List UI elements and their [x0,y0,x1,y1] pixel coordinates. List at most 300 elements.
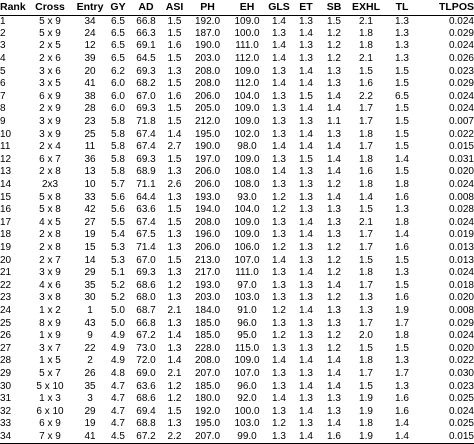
cell-entry: 24 [84,27,96,39]
cell-entry: 39 [84,53,96,65]
cell-entry: 35 [84,380,96,392]
cell-ad: 69.3 [136,103,156,115]
cell-ph: 190.0 [194,40,221,52]
cell-asi: 1.6 [167,40,182,52]
cell-cross: 1 x 5 [39,355,61,367]
table-row [0,267,474,280]
cell-et: 1.3 [299,15,313,27]
column-header-ad: AD [130,0,162,15]
cell-exhl: 1.7 [359,116,373,128]
cell-eh: 112.0 [234,78,260,90]
cell-asi: 1.4 [167,128,182,140]
cell-ph: 192.0 [194,15,221,27]
cell-gy: 6.0 [111,90,125,102]
cell-rank: 21 [0,267,12,279]
cell-tlpos: 0.024 [448,216,474,228]
cell-gy: 4.9 [111,330,125,342]
cell-rank: 33 [0,418,12,430]
cell-sb: 1.2 [327,342,341,354]
cell-tl: 1.3 [395,267,409,279]
cell-ad: 67.0 [136,254,156,266]
cell-asi: 1.4 [167,355,182,367]
cell-entry: 20 [84,65,96,77]
cell-tlpos: 0.031 [448,153,474,165]
cell-cross: 3 x 6 [39,65,61,77]
cell-entry: 1 [87,304,93,316]
cell-exhl: 1.9 [348,431,384,444]
cell-cross: 6 x 9 [39,418,61,430]
cell-ph: 195.0 [194,128,221,140]
cell-sb: 1.4 [327,355,341,367]
cell-sb: 1.3 [327,128,341,140]
cell-rank: 16 [0,204,12,216]
cell-eh: 104.0 [234,204,260,216]
cell-tlpos: 0.023 [448,65,474,77]
table-row [0,103,474,116]
cell-eh: 99.0 [228,431,266,444]
cell-asi: 1.5 [167,78,182,90]
cell-gls: 1.4 [272,53,286,65]
cell-exhl: 1.8 [359,128,373,140]
cell-rank: 9 [0,116,6,128]
cell-cross: 3 x 8 [39,292,61,304]
cell-ad: 67.4 [136,216,156,228]
cell-et: 1.5 [299,90,313,102]
cell-eh: 107.0 [234,367,260,379]
cell-rank: 3 [0,40,6,52]
cell-sb: 1.3 [327,393,341,405]
cell-ad: 63.6 [136,204,156,216]
cell-rank: 28 [0,355,12,367]
cell-asi: 1.3 [167,317,182,329]
cell-ad: 64.5 [136,53,156,65]
cell-eh: 96.0 [237,317,257,329]
cell-cross: 7 x 9 [26,431,74,444]
cell-gy: 5.2 [111,292,125,304]
cell-exhl: 1.8 [359,355,373,367]
cell-ad: 69.3 [136,267,156,279]
cell-ph: 203.0 [194,53,221,65]
cell-sb: 1.2 [327,267,341,279]
cell-exhl: 1.7 [359,241,373,253]
cell-tlpos: 0.015 [448,141,474,153]
cell-eh: 95.0 [237,330,257,342]
cell-cross: 2x3 [41,179,59,191]
cell-ad: 71.8 [136,116,156,128]
cell-rank: 1 [0,15,6,27]
cell-eh: 109.0 [234,116,260,128]
cell-gy: 6.2 [111,65,125,77]
cell-gy: 6.5 [111,27,125,39]
table-row [0,292,474,305]
cell-tl: 1.7 [395,317,409,329]
cell-exhl: 2.1 [359,15,373,27]
cell-eh: 103.0 [234,418,260,430]
cell-gls: 1.4 [272,393,286,405]
column-header-tlpos: TLPOS [420,0,474,15]
cell-sb: 1.4 [327,380,341,392]
cell-cross: 5 x 7 [39,367,61,379]
cell-tlpos: 0.026 [448,53,474,65]
cell-et: 1.4 [299,128,313,140]
cell-tlpos: 0.024 [448,179,474,191]
cell-et: 1.3 [299,204,313,216]
column-header-rank: Rank [0,1,26,13]
cell-ph: 206.0 [194,179,221,191]
cell-ph: 193.0 [194,191,221,203]
cell-gls: 1.4 [272,355,286,367]
cell-asi: 1.3 [167,65,182,77]
cell-tl: 1.5 [395,116,409,128]
cell-ph: 205.0 [194,103,221,115]
cell-ad: 68.2 [136,78,156,90]
table-row [0,380,474,393]
cell-rank: 25 [0,317,12,329]
cell-eh: 108.0 [234,179,260,191]
cell-ad: 68.7 [136,304,156,316]
table-body [0,15,474,443]
cell-cross: 5 x 8 [39,191,61,203]
cell-tl: 1.4 [395,153,409,165]
cell-eh: 97.0 [237,279,257,291]
cell-rank: 32 [0,405,12,417]
cell-ad: 71.4 [136,241,156,253]
cell-exhl: 1.7 [359,141,373,153]
table-row [0,204,474,217]
cell-entry: 25 [84,128,96,140]
cell-sb: 1.4 [327,191,341,203]
cell-ad: 64.4 [136,191,156,203]
cell-ph: 194.0 [194,204,221,216]
cell-gls: 1.3 [272,292,286,304]
cell-sb: 1.3 [327,229,341,241]
cell-exhl: 1.5 [359,380,373,392]
cell-rank: 8 [0,103,6,115]
cell-entry: 10 [84,179,96,191]
cell-gy: 5.1 [111,267,125,279]
cell-eh: 109.0 [234,15,260,27]
cell-asi: 1.6 [167,90,182,102]
cell-gy: 5.6 [111,204,125,216]
cell-eh: 112.0 [234,53,260,65]
cell-gy: 5.3 [111,254,125,266]
cell-tl: 1.6 [395,191,409,203]
cell-entry: 30 [84,292,96,304]
cell-gy: 4.9 [111,355,125,367]
header-row [0,0,474,15]
cell-gls: 1.2 [272,418,286,430]
table-row [0,141,474,154]
cell-ph: 197.0 [194,153,221,165]
cell-asi: 2.1 [167,367,182,379]
cell-ad: 69.3 [136,65,156,77]
cell-ad: 66.8 [136,317,156,329]
cell-entry: 36 [84,153,96,165]
cell-rank: 22 [0,279,12,291]
cell-entry: 13 [84,166,96,178]
cell-rank: 2 [0,27,6,39]
cell-gy: 5.8 [111,116,125,128]
cell-eh: 106.0 [234,241,260,253]
cell-gy: 4.7 [111,418,125,430]
cell-cross: 6 x 9 [39,90,61,102]
cell-rank: 17 [0,216,12,228]
cell-ph: 206.0 [194,241,221,253]
cell-entry: 28 [84,103,96,115]
cell-exhl: 1.8 [359,267,373,279]
cell-cross: 1 x 2 [39,304,61,316]
cell-exhl: 1.9 [359,405,373,417]
cell-tl: 1.5 [395,279,409,291]
cell-gls: 1.3 [272,317,286,329]
cell-ph: 185.0 [194,380,221,392]
cell-tlpos: 0.008 [448,304,474,316]
cell-exhl: 1.5 [359,342,373,354]
cell-sb: 1.1 [327,116,341,128]
cell-asi: 1.5 [167,53,182,65]
cell-ph: 228.0 [194,342,221,354]
cell-cross: 2 x 5 [39,40,61,52]
cell-ph: 207.0 [187,431,228,444]
cell-sb: 1.6 [320,431,348,444]
table-row [0,154,474,167]
cell-ph: 192.0 [194,405,221,417]
cell-gy: 5.6 [111,191,125,203]
cell-gls: 1.3 [272,216,286,228]
cell-eh: 98.0 [237,141,257,153]
cell-exhl: 1.3 [359,292,373,304]
cell-gy: 4.9 [111,342,125,354]
cell-cross: 2 x 8 [39,241,61,253]
cell-tl: 1.5 [395,128,409,140]
cell-gls: 1.2 [272,330,286,342]
cell-eh: 93.0 [237,191,257,203]
cell-exhl: 1.6 [359,78,373,90]
cell-entry: 19 [84,418,96,430]
cell-ph: 208.0 [194,78,221,90]
cell-sb: 1.2 [327,40,341,52]
table-row [0,128,474,141]
cell-ph: 184.0 [194,304,221,316]
cell-exhl: 2.2 [359,90,373,102]
cell-cross: 3 x 5 [39,78,61,90]
cell-gy: 6.5 [111,15,125,27]
column-header-eh: EH [228,0,266,15]
cell-tlpos: 0.025 [448,393,474,405]
cell-rank: 15 [0,191,12,203]
column-header-gy: GY [106,0,130,15]
cell-gy: 5.8 [111,153,125,165]
cell-gls: 1.4 [272,40,286,52]
cell-gls: 1.2 [272,191,286,203]
cell-ph: 212.0 [194,116,221,128]
table-row [0,229,474,242]
cell-et: 1.4 [299,267,313,279]
table-row [0,330,474,343]
column-header-cross: Cross [26,0,74,15]
cell-tlpos: 0.024 [448,90,474,102]
cell-entry: 3 [87,393,93,405]
cell-et: 1.4 [299,27,313,39]
cell-et: 1.3 [299,191,313,203]
cell-rank: 18 [0,229,12,241]
cell-sb: 1.3 [327,317,341,329]
cell-exhl: 1.5 [359,204,373,216]
cell-rank: 26 [0,330,12,342]
cell-et: 1.4 [299,229,313,241]
cell-asi: 1.3 [167,241,182,253]
table-row [0,393,474,406]
cell-entry: 42 [84,204,96,216]
cell-entry: 33 [84,191,96,203]
cell-ad: 68.6 [136,279,156,291]
cell-tlpos: 0.019 [448,229,474,241]
cell-asi: 2.1 [167,304,182,316]
cell-rank: 6 [0,78,6,90]
cell-gls: 1.3 [272,153,286,165]
cell-et: 1.3 [299,254,313,266]
cell-exhl: 1.5 [359,65,373,77]
cell-cross: 8 x 9 [39,317,61,329]
cell-tl: 1.6 [395,405,409,417]
cell-sb: 1.3 [327,304,341,316]
cell-asi: 1.5 [167,216,182,228]
cell-tlpos: 0.020 [448,166,474,178]
cell-et: 1.3 [299,166,313,178]
cell-asi: 2.7 [167,141,182,153]
cell-gls: 1.3 [272,103,286,115]
cell-asi: 1.4 [167,330,182,342]
cell-et: 1.4 [299,78,313,90]
cell-sb: 1.4 [327,90,341,102]
cell-tl: 1.7 [395,367,409,379]
cell-gy: 6.5 [111,53,125,65]
cell-et: 1.4 [299,65,313,77]
cell-entry: 22 [84,342,96,354]
cell-et: 1.4 [299,405,313,417]
cell-asi: 1.3 [167,267,182,279]
cell-ad: 68.6 [136,393,156,405]
cell-entry: 9 [87,330,93,342]
cell-gy: 5.0 [111,317,125,329]
cell-et: 1.3 [299,330,313,342]
cell-ph: 207.0 [194,367,221,379]
cell-sb: 1.4 [327,166,341,178]
cell-gls: 1.3 [272,229,286,241]
cell-tl: 1.3 [395,204,409,216]
table-row [0,305,474,318]
cell-et: 1.3 [299,342,313,354]
cell-exhl: 2.1 [359,53,373,65]
cell-ad: 67.4 [136,128,156,140]
cell-tl: 1.8 [395,216,409,228]
table-row [0,78,474,91]
cell-tlpos: 0.024 [448,40,474,52]
cell-ph: 185.0 [194,330,221,342]
cell-eh: 103.0 [234,292,260,304]
cell-cross: 3 x 9 [39,128,61,140]
cell-exhl: 1.8 [359,40,373,52]
table-row [0,242,474,255]
cell-sb: 1.4 [327,367,341,379]
cell-eh: 109.0 [234,229,260,241]
cell-cross: 5 x 8 [39,204,61,216]
cell-rank: 29 [0,367,12,379]
cell-entry: 14 [84,254,96,266]
cell-tl: 1.4 [395,418,409,430]
cell-exhl: 1.4 [359,191,373,203]
cell-gls: 1.3 [272,367,286,379]
cell-cross: 2 x 4 [39,141,61,153]
cell-sb: 1.4 [327,418,341,430]
cell-ph: 195.0 [194,418,221,430]
cell-sb: 1.2 [327,27,341,39]
cell-tlpos: 0.024 [448,15,474,27]
cell-eh: 104.0 [234,90,260,102]
cell-entry: 29 [84,405,96,417]
cell-ad: 63.6 [136,380,156,392]
cell-sb: 1.3 [327,65,341,77]
cell-eh: 109.0 [234,216,260,228]
cell-sb: 1.2 [327,53,341,65]
cell-asi: 1.3 [167,166,182,178]
cell-cross: 3 x 9 [39,267,61,279]
cell-gls: 1.2 [272,204,286,216]
cell-sb: 1.3 [327,78,341,90]
cell-sb: 1.4 [327,153,341,165]
cell-cross: 6 x 7 [39,153,61,165]
cell-ph: 206.0 [194,90,221,102]
cell-gls: 1.3 [272,128,286,140]
cell-entry: 2 [87,355,93,367]
table-row [0,431,474,444]
cell-tl: 1.6 [395,393,409,405]
cell-asi: 1.5 [167,116,182,128]
column-header-tl: TL [384,0,420,15]
cell-ad: 69.0 [136,367,156,379]
cell-exhl: 1.7 [359,229,373,241]
cell-tl: 1.5 [395,141,409,153]
cell-eh: 100.0 [234,405,260,417]
cell-exhl: 1.3 [359,304,373,316]
cell-gls: 1.4 [272,254,286,266]
cell-ad: 67.4 [136,141,156,153]
cell-asi: 1.5 [167,153,182,165]
cell-tl: 1.3 [395,380,409,392]
cell-sb: 1.2 [327,330,341,342]
cell-tl: 1.3 [395,40,409,52]
cell-exhl: 1.7 [359,317,373,329]
cell-eh: 111.0 [235,267,259,279]
cell-cross: 3 x 9 [39,116,61,128]
cell-cross: 2 x 9 [39,103,61,115]
cell-gls: 1.2 [272,304,286,316]
column-header-sb: SB [320,0,348,15]
cell-asi: 1.5 [167,405,182,417]
cell-ad: 68.9 [136,166,156,178]
cell-gls: 1.3 [272,380,286,392]
cell-eh: 111.0 [235,40,259,52]
cell-gls: 1.3 [272,116,286,128]
table-row [0,342,474,355]
cell-sb: 1.5 [327,15,341,27]
cell-et: 1.3 [299,317,313,329]
table-row [0,191,474,204]
cell-exhl: 1.8 [359,418,373,430]
cell-asi: 2.2 [162,431,187,444]
cell-cross: 5 x 10 [36,380,64,392]
cell-et: 1.4 [292,431,320,444]
